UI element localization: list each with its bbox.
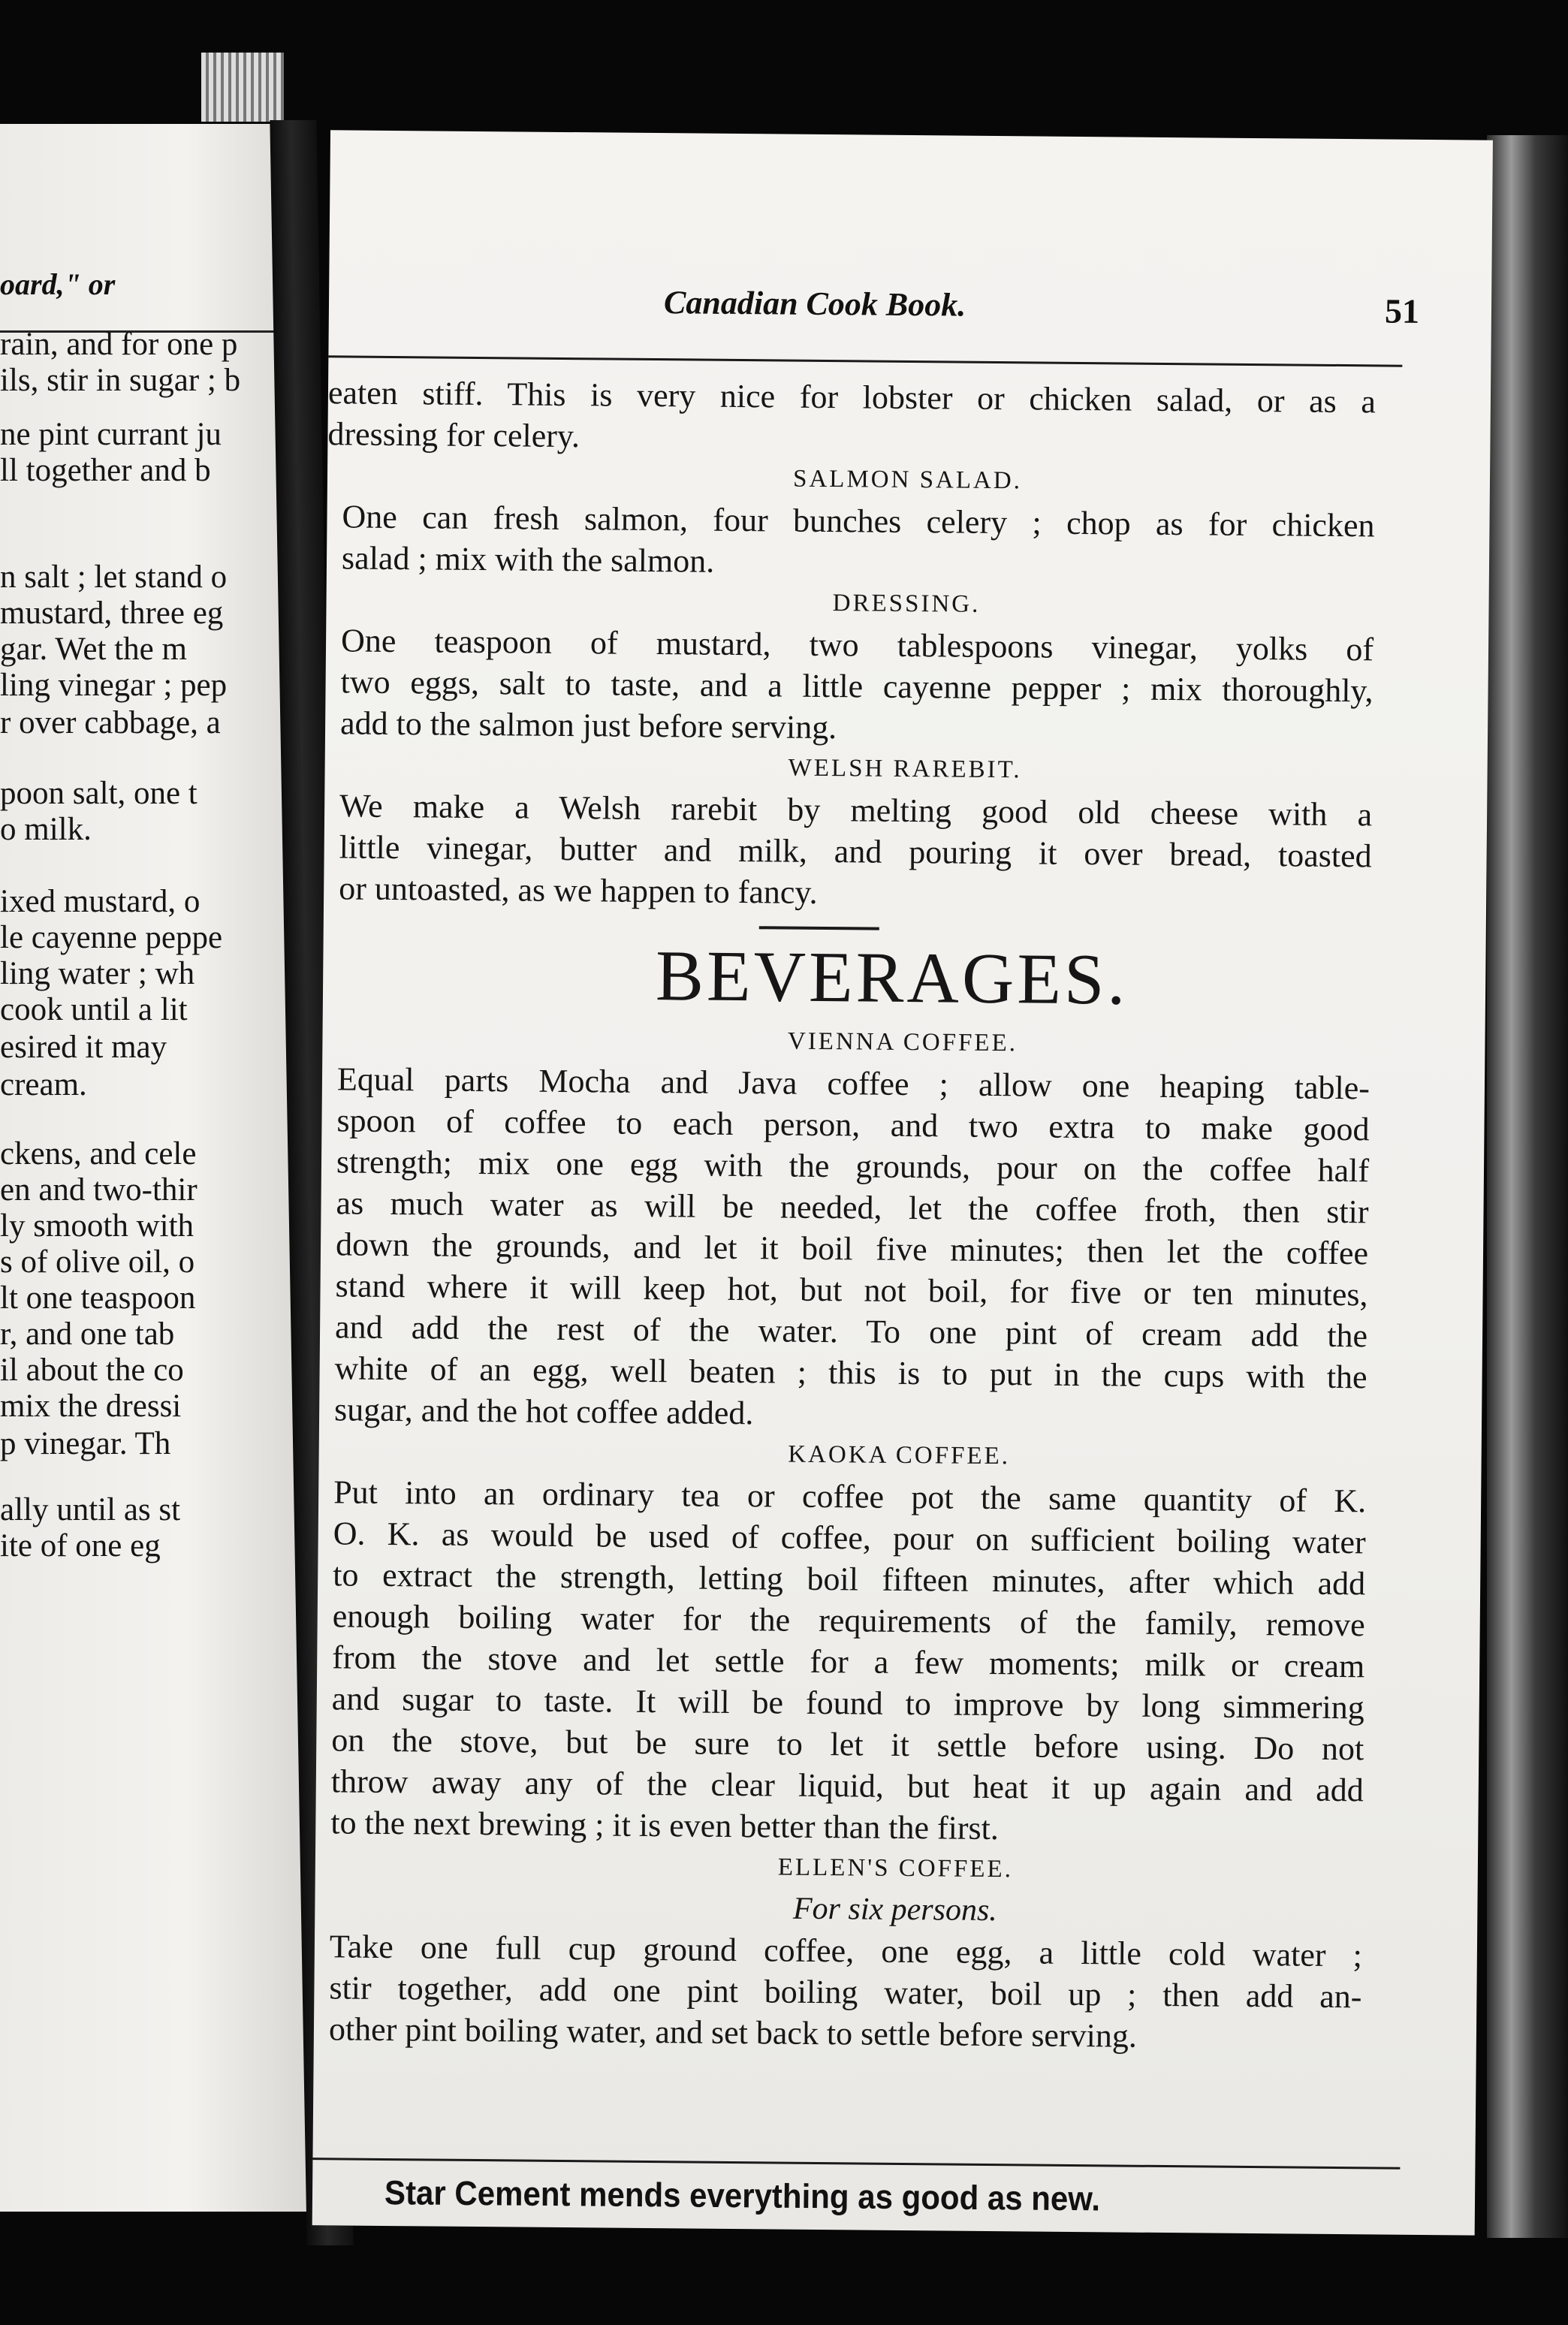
text-line: from the stove and let settle for a few moments; milk or cream [332,1639,1365,1685]
salmon-salad-paragraph [327,496,1375,587]
left-page-line: mix the dressi [0,1389,182,1424]
footer-rule [312,2158,1400,2170]
text-line: two eggs, salt to taste, and a little cayenne pepper ; mix thoroughly, [340,663,1374,710]
left-page-line: s of olive oil, o [0,1244,195,1280]
left-page-line: mustard, three eg [0,596,224,631]
left-page-line: ling vinegar ; pep [0,668,228,703]
intro-paragraph [327,372,1376,463]
text-line: stand where it will keep hot, but not boil, for five or ten minutes, [335,1267,1368,1313]
kaoka-coffee-heading: KAOKA COFFEE. [788,1440,1011,1470]
left-page-line: gar. Wet the m [0,632,187,667]
welsh-rarebit-heading: WELSH RAREBIT. [788,754,1022,784]
dressing-paragraph [325,620,1374,752]
text-line: Put into an ordinary tea or coffee pot the same quantity of K. [333,1473,1367,1520]
text-line: add to the salmon just before serving. [339,704,837,746]
welsh-rarebit-paragraph [324,785,1372,918]
text-line: salad ; mix with the salmon. [341,539,715,580]
left-page-line: le cayenne peppe [0,920,223,955]
left-page-line: lt one teaspoon [0,1280,196,1316]
vienna-coffee-heading: VIENNA COFFEE. [787,1027,1018,1057]
left-page-line: ils, stir in sugar ; b [0,363,241,398]
kaoka-coffee-paragraph [315,1471,1366,1852]
header-rule [328,355,1402,366]
left-page-line: ne pint currant ju [0,417,222,452]
text-line: or untoasted, as we happen to fancy. [339,870,818,911]
page-body [314,372,1376,2058]
vienna-coffee-paragraph [319,1058,1370,1439]
page-51 [312,130,1493,2235]
section-divider [759,926,879,930]
text-line: white of an egg, well beaten ; this is to put in the cups with the [334,1349,1367,1396]
left-page-line: n salt ; let stand o [0,559,228,595]
text-line: enough boiling water for the requirements of the family, remove [332,1597,1365,1644]
left-page-line: poon salt, one t [0,776,198,811]
text-line: to the next brewing ; it is even better than the first. [330,1804,1000,1847]
text-line: Take one full cup ground coffee, one egg, a little cold water ; [329,1928,1363,1974]
text-line: on the stove, but be sure to let it settle before using. Do not [331,1721,1364,1768]
left-running-header: oard," or [0,267,116,301]
ellens-coffee-heading: ELLEN'S COFFEE. [777,1853,1014,1883]
text-line: strength; mix one egg with the grounds, pour on the coffee half [336,1143,1370,1190]
text-line: throw away any of the clear liquid, but heat it up again and add [330,1763,1364,1809]
left-page-line: ckens, and cele [0,1136,197,1172]
running-header [329,280,1491,336]
text-line: Equal parts Mocha and Java coffee ; allow one heaping table- [336,1060,1370,1107]
text-line: little vinegar, butter and milk, and pouring it over bread, toasted [339,828,1372,875]
text-line: spoon of coffee to each person, and two extra to make good [336,1102,1370,1148]
left-page-fragment [0,124,309,2212]
text-line: and sugar to taste. It will be found to improve by long simmering [331,1680,1364,1726]
text-line: dressing for celery. [327,415,580,455]
left-page-line: ite of one eg [0,1528,161,1564]
footer-advertisement: Star Cement mends everything as good as new. [384,2173,1101,2218]
left-page-line: ll together and b [0,453,211,488]
text-line: O. K. as would be used of coffee, pour on sufficient boiling water [333,1515,1366,1561]
left-page-line: p vinegar. Th [0,1426,171,1461]
left-page-line: ixed mustard, o [0,884,201,919]
text-line: and add the rest of the water. To one pint of cream add the [334,1308,1368,1355]
left-page-line: ally until as st [0,1492,181,1527]
left-page-line: en and two-thir [0,1172,198,1208]
ellens-coffee-subtitle: For six persons. [792,1891,997,1928]
bookmark-tab [201,53,284,122]
salmon-salad-heading: SALMON SALAD. [792,465,1023,495]
left-page-line: il about the co [0,1352,184,1388]
page-number: 51 [1384,291,1420,330]
ellens-coffee-paragraph [314,1925,1362,2058]
text-line: One can fresh salmon, four bunches celery ; chop as for chicken [342,498,1375,544]
left-page-line: r, and one tab [0,1316,175,1352]
beverages-title: BEVERAGES. [655,935,1129,1020]
cover-edge [1487,135,1568,2238]
text-line: We make a Welsh rarebit by melting good old cheese with a [339,787,1373,834]
text-line: as much water as will be needed, let the coffee froth, then stir [336,1184,1369,1231]
left-page-line: cook until a lit [0,992,188,1027]
left-page-line: esired it may [0,1030,167,1065]
text-line: One teaspoon of mustard, two tablespoons vinegar, yolks of [340,622,1374,668]
left-page-line: cream. [0,1067,87,1102]
dressing-heading: DRESSING. [832,590,981,618]
text-line: other pint boiling water, and set back to settle before serving. [328,2010,1138,2055]
text-line: stir together, add one pint boiling water, boil up ; then add an- [329,1969,1362,2016]
text-line: to extract the strength, letting boil fifteen minutes, after which add [333,1556,1366,1603]
left-page-line: r over cabbage, a [0,705,221,740]
running-title: Canadian Cook Book. [663,284,966,324]
left-page-line: o milk. [0,812,92,847]
text-line: eaten stiff. This is very nice for lobster or chicken salad, or as a [327,374,1377,421]
left-page-line: ly smooth with [0,1208,194,1244]
text-line: sugar, and the hot coffee added. [333,1391,754,1432]
text-line: down the grounds, and let it boil five minutes; then let the coffee [335,1226,1369,1272]
left-page-line: ling water ; wh [0,956,195,991]
left-page-line: rain, and for one p [0,327,238,362]
